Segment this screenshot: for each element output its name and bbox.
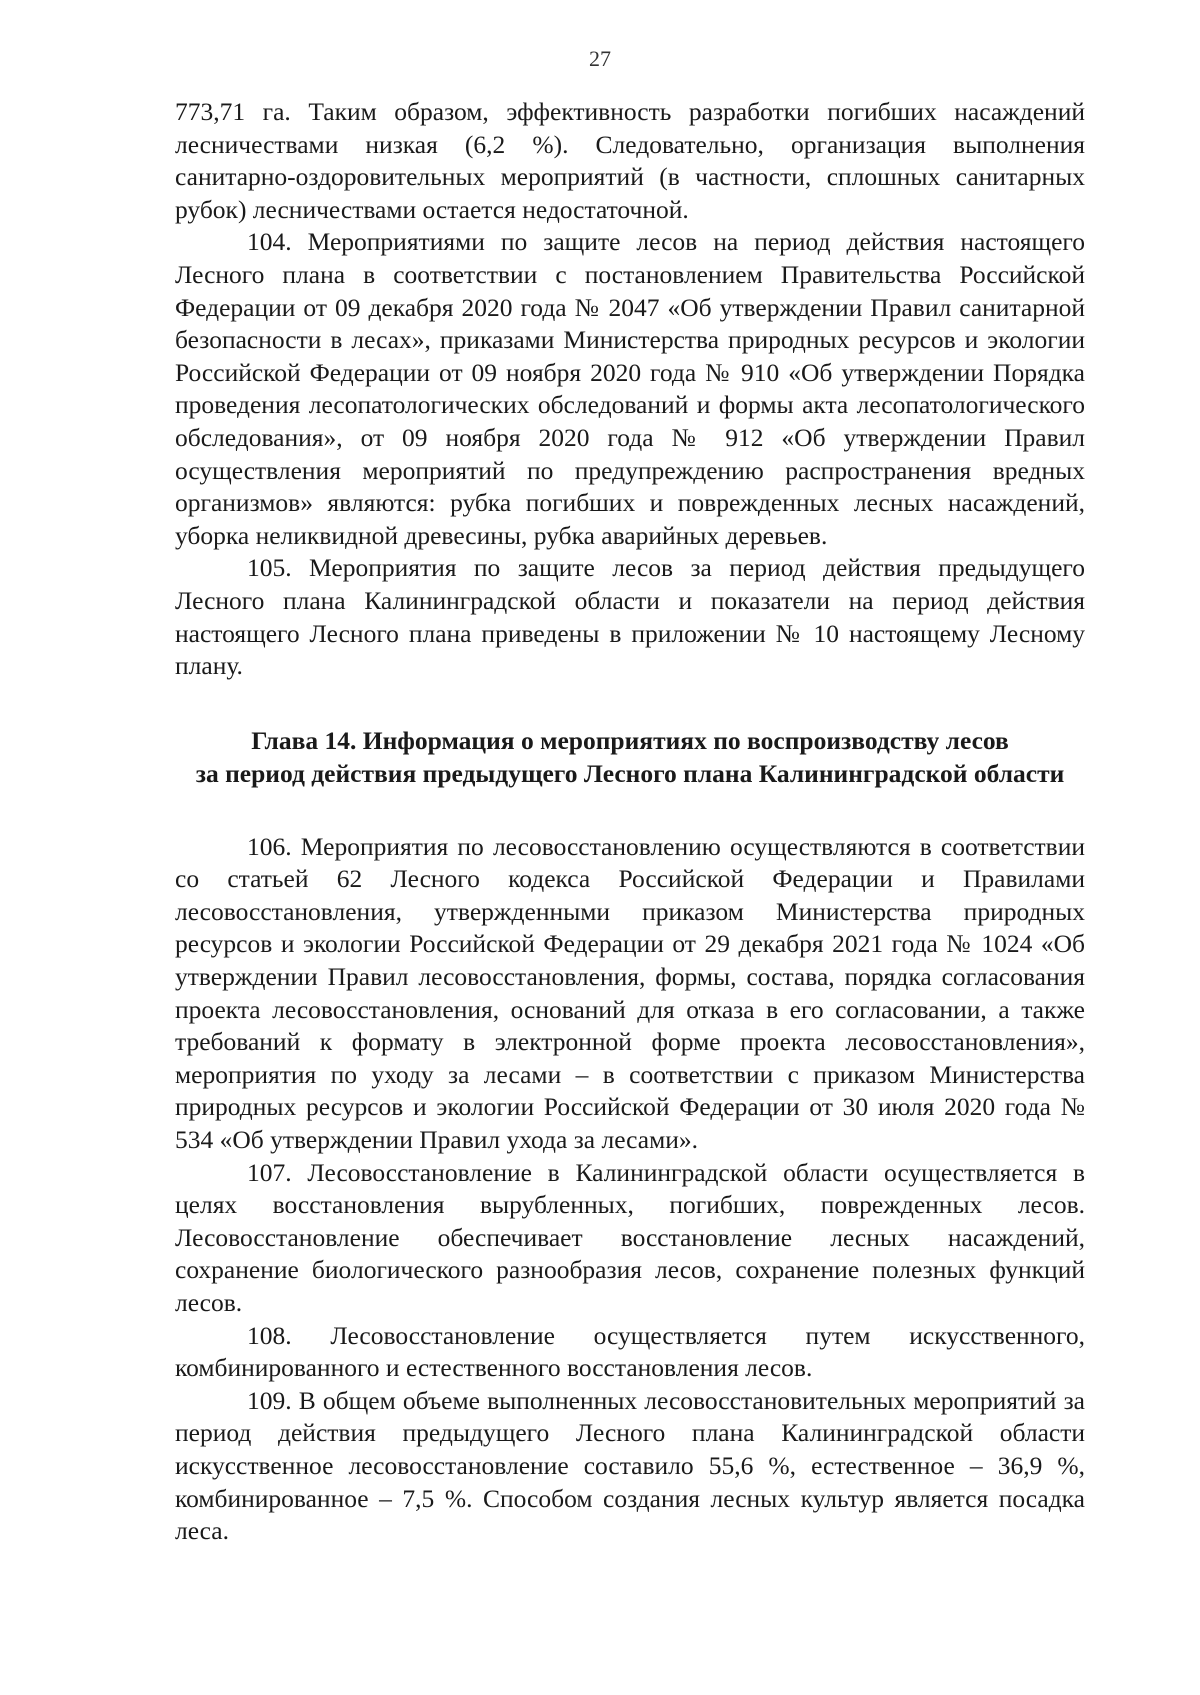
paragraph-108: 108. Лесовосстановление осуществляется путем искусственного, комбинированного и естественного восстановления лесов. [175,1320,1085,1383]
chapter-title-line-1: Глава 14. Информация о мероприятиях по воспроизводству лесов [251,725,1009,755]
page-number: 27 [589,46,611,71]
paragraph-109: 109. В общем объеме выполненных лесовосстановительных мероприятий за период действия предыдущего Лесного плана Калининградской области искусственное лесовосстановление составило 55,6 %, естественное – 36,9 %, комбинированное – 7,5 %. Способом создания лесных культур является посадка леса. [175,1385,1085,1546]
paragraph-continuation: 773,71 га. Таким образом, эффективность разработки погибших насаждений лесничествами низкая (6,2 %). Следовательно, организация выполнения санитарно-оздоровительных мероприятий (в частности, сплошных санитарных рубок) лесничествами остается недостаточной. [175,97,1085,224]
paragraph-106: 106. Мероприятия по лесовосстановлению осуществляются в соответствии со статьей 62 Лесного кодекса Российской Федерации и Правилами лесовосстановления, утвержденными приказом Министерства природных ресурсов и экологии Российской Федерации от 29 декабря 2021 года № 1024 «Об утверждении Правил лесовосстановления, формы, состава, порядка согласования проекта лесовосстановления, оснований для отказа в его согласовании, а также требований к формату в электронной форме проекта лесовосстановления», мероприятия по уходу за лесами – в соответствии с приказом Министерства природных ресурсов и экологии Российской Федерации от 30 июля 2020 года № 534 «Об утверждении Правил ухода за лесами». [175,831,1085,1155]
chapter-title-line-2: за период действия предыдущего Лесного плана Калининградской области [195,758,1065,788]
paragraph-107: 107. Лесовосстановление в Калининградской области осуществляется в целях восстановления вырубленных, погибших, поврежденных лесов. Лесовосстановление обеспечивает восстановление лесных насаждений, сохранение биологического разнообразия лесов, сохранение полезных функций лесов. [175,1157,1085,1317]
document-body [175,96,1085,1548]
paragraph-104: 104. Мероприятиями по защите лесов на период действия настоящего Лесного плана в соответствии с постановлением Правительства Российской Федерации от 09 декабря 2020 года № 2047 «Об утверждении Правил санитарной безопасности в лесах», приказами Министерства природных ресурсов и экологии Российской Федерации от 09 ноября 2020 года № 910 «Об утверждении Порядка проведения лесопатологических обследований и формы акта лесопатологического обследования», от 09 ноября 2020 года № 912 «Об утверждении Правил осуществления мероприятий по предупреждению распространения вредных организмов» являются: рубка погибших и поврежденных лесных насаждений, уборка неликвидной древесины, рубка аварийных деревьев. [175,227,1085,550]
chapter-14-heading [175,724,1085,790]
paragraph-105: 105. Мероприятия по защите лесов за период действия предыдущего Лесного плана Калининградской области и показатели на период действия настоящего Лесного плана приведены в приложении № 10 настоящему Лесному плану. [175,553,1085,681]
